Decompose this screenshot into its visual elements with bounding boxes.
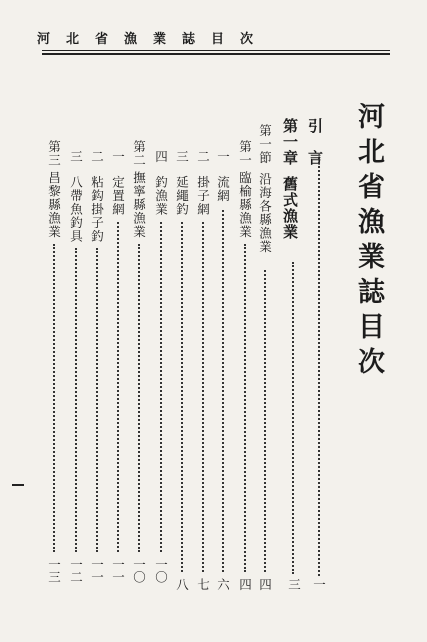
toc-entry-label: 沿海各縣漁業 — [257, 172, 273, 254]
toc-leader-dots — [96, 248, 98, 552]
toc-page-number: 六 — [215, 578, 231, 591]
toc-leader-dots — [244, 244, 246, 572]
toc-entry-label: 流網 — [215, 175, 231, 203]
toc-leader-dots — [117, 222, 119, 552]
toc-entry-number: 一 — [110, 150, 126, 164]
toc-leader-dots — [202, 222, 204, 572]
toc-entry-county-linyu — [238, 140, 251, 239]
toc-entry-number: 二 — [89, 150, 105, 164]
toc-leader-dots — [292, 262, 294, 574]
toc-entry-octopus-gear — [69, 150, 82, 243]
toc-entry-drift-net — [216, 150, 229, 203]
toc-entry-number: 第一章 — [281, 118, 299, 166]
toc-entry-label: 延繩釣 — [174, 175, 190, 216]
toc-entry-county-changli — [47, 140, 60, 239]
toc-entry-number: 三 — [68, 150, 84, 164]
header-rule-thick — [42, 53, 390, 55]
toc-page-number: 一三 — [46, 558, 62, 583]
margin-mark — [12, 484, 24, 486]
page-title: 河北省漁業誌目次 — [353, 102, 384, 382]
toc-entry-label: 釣漁業 — [153, 175, 169, 216]
toc-page-number: 四 — [257, 578, 273, 591]
toc-entry-number: 一 — [215, 150, 231, 164]
running-header-text: 河北省漁業誌目次 — [36, 32, 269, 47]
toc-page-number: 三 — [286, 578, 302, 591]
toc-leader-dots — [318, 158, 320, 576]
toc-entry-label: 掛子網 — [195, 175, 211, 216]
toc-page-number: 一一 — [110, 558, 126, 583]
toc-entry-number: 第二 — [131, 140, 147, 167]
toc-page-number: 一一 — [89, 558, 105, 583]
toc-page-number: 七 — [195, 578, 211, 591]
toc-entry-number: 第一節 — [257, 124, 273, 165]
toc-leader-dots — [53, 244, 55, 552]
toc-entry-label: 撫寧縣漁業 — [131, 171, 147, 239]
toc-entry-label: 舊式漁業 — [281, 176, 299, 240]
toc-page-number: 一〇 — [153, 558, 169, 583]
toc-entry-county-funing — [132, 140, 145, 239]
toc-entry-sticky-hook — [90, 150, 103, 243]
toc-leader-dots — [75, 248, 77, 552]
toc-entry-label: 引 言 — [306, 118, 324, 166]
toc-page-number: 一二 — [68, 558, 84, 583]
toc-entry-label: 粘鈎掛子釣 — [89, 175, 105, 243]
toc-leader-dots — [181, 222, 183, 572]
toc-page-number: 一 — [311, 578, 327, 591]
toc-entry-set-net — [111, 150, 124, 216]
toc-entry-number: 二 — [195, 150, 211, 164]
toc-entry-label: 八帶魚釣具 — [68, 175, 84, 243]
toc-entry-label: 昌黎縣漁業 — [46, 171, 62, 239]
toc-leader-dots — [222, 210, 224, 572]
toc-entry-number: 第三 — [46, 140, 62, 167]
toc-page-number: 四 — [237, 578, 253, 591]
toc-entry-label: 臨榆縣漁業 — [237, 171, 253, 239]
toc-page-number: 八 — [174, 578, 190, 591]
toc-leader-dots — [160, 222, 162, 552]
header-rule-thin — [42, 50, 390, 51]
toc-entry-longline — [175, 150, 188, 216]
toc-page-number: 一〇 — [131, 558, 147, 583]
running-header — [0, 28, 427, 48]
toc-entry-number: 三 — [174, 150, 190, 164]
toc-entry-section-1 — [258, 124, 271, 254]
toc-entry-label: 定置網 — [110, 175, 126, 216]
toc-entry-chapter-1 — [282, 118, 297, 240]
toc-entry-number: 第一 — [237, 140, 253, 167]
toc-leader-dots — [264, 270, 266, 572]
toc-leader-dots — [138, 244, 140, 552]
toc-entry-hook-fishing — [154, 150, 167, 216]
toc-entry-number: 四 — [153, 150, 169, 164]
toc-entry-hanging-net — [196, 150, 209, 216]
